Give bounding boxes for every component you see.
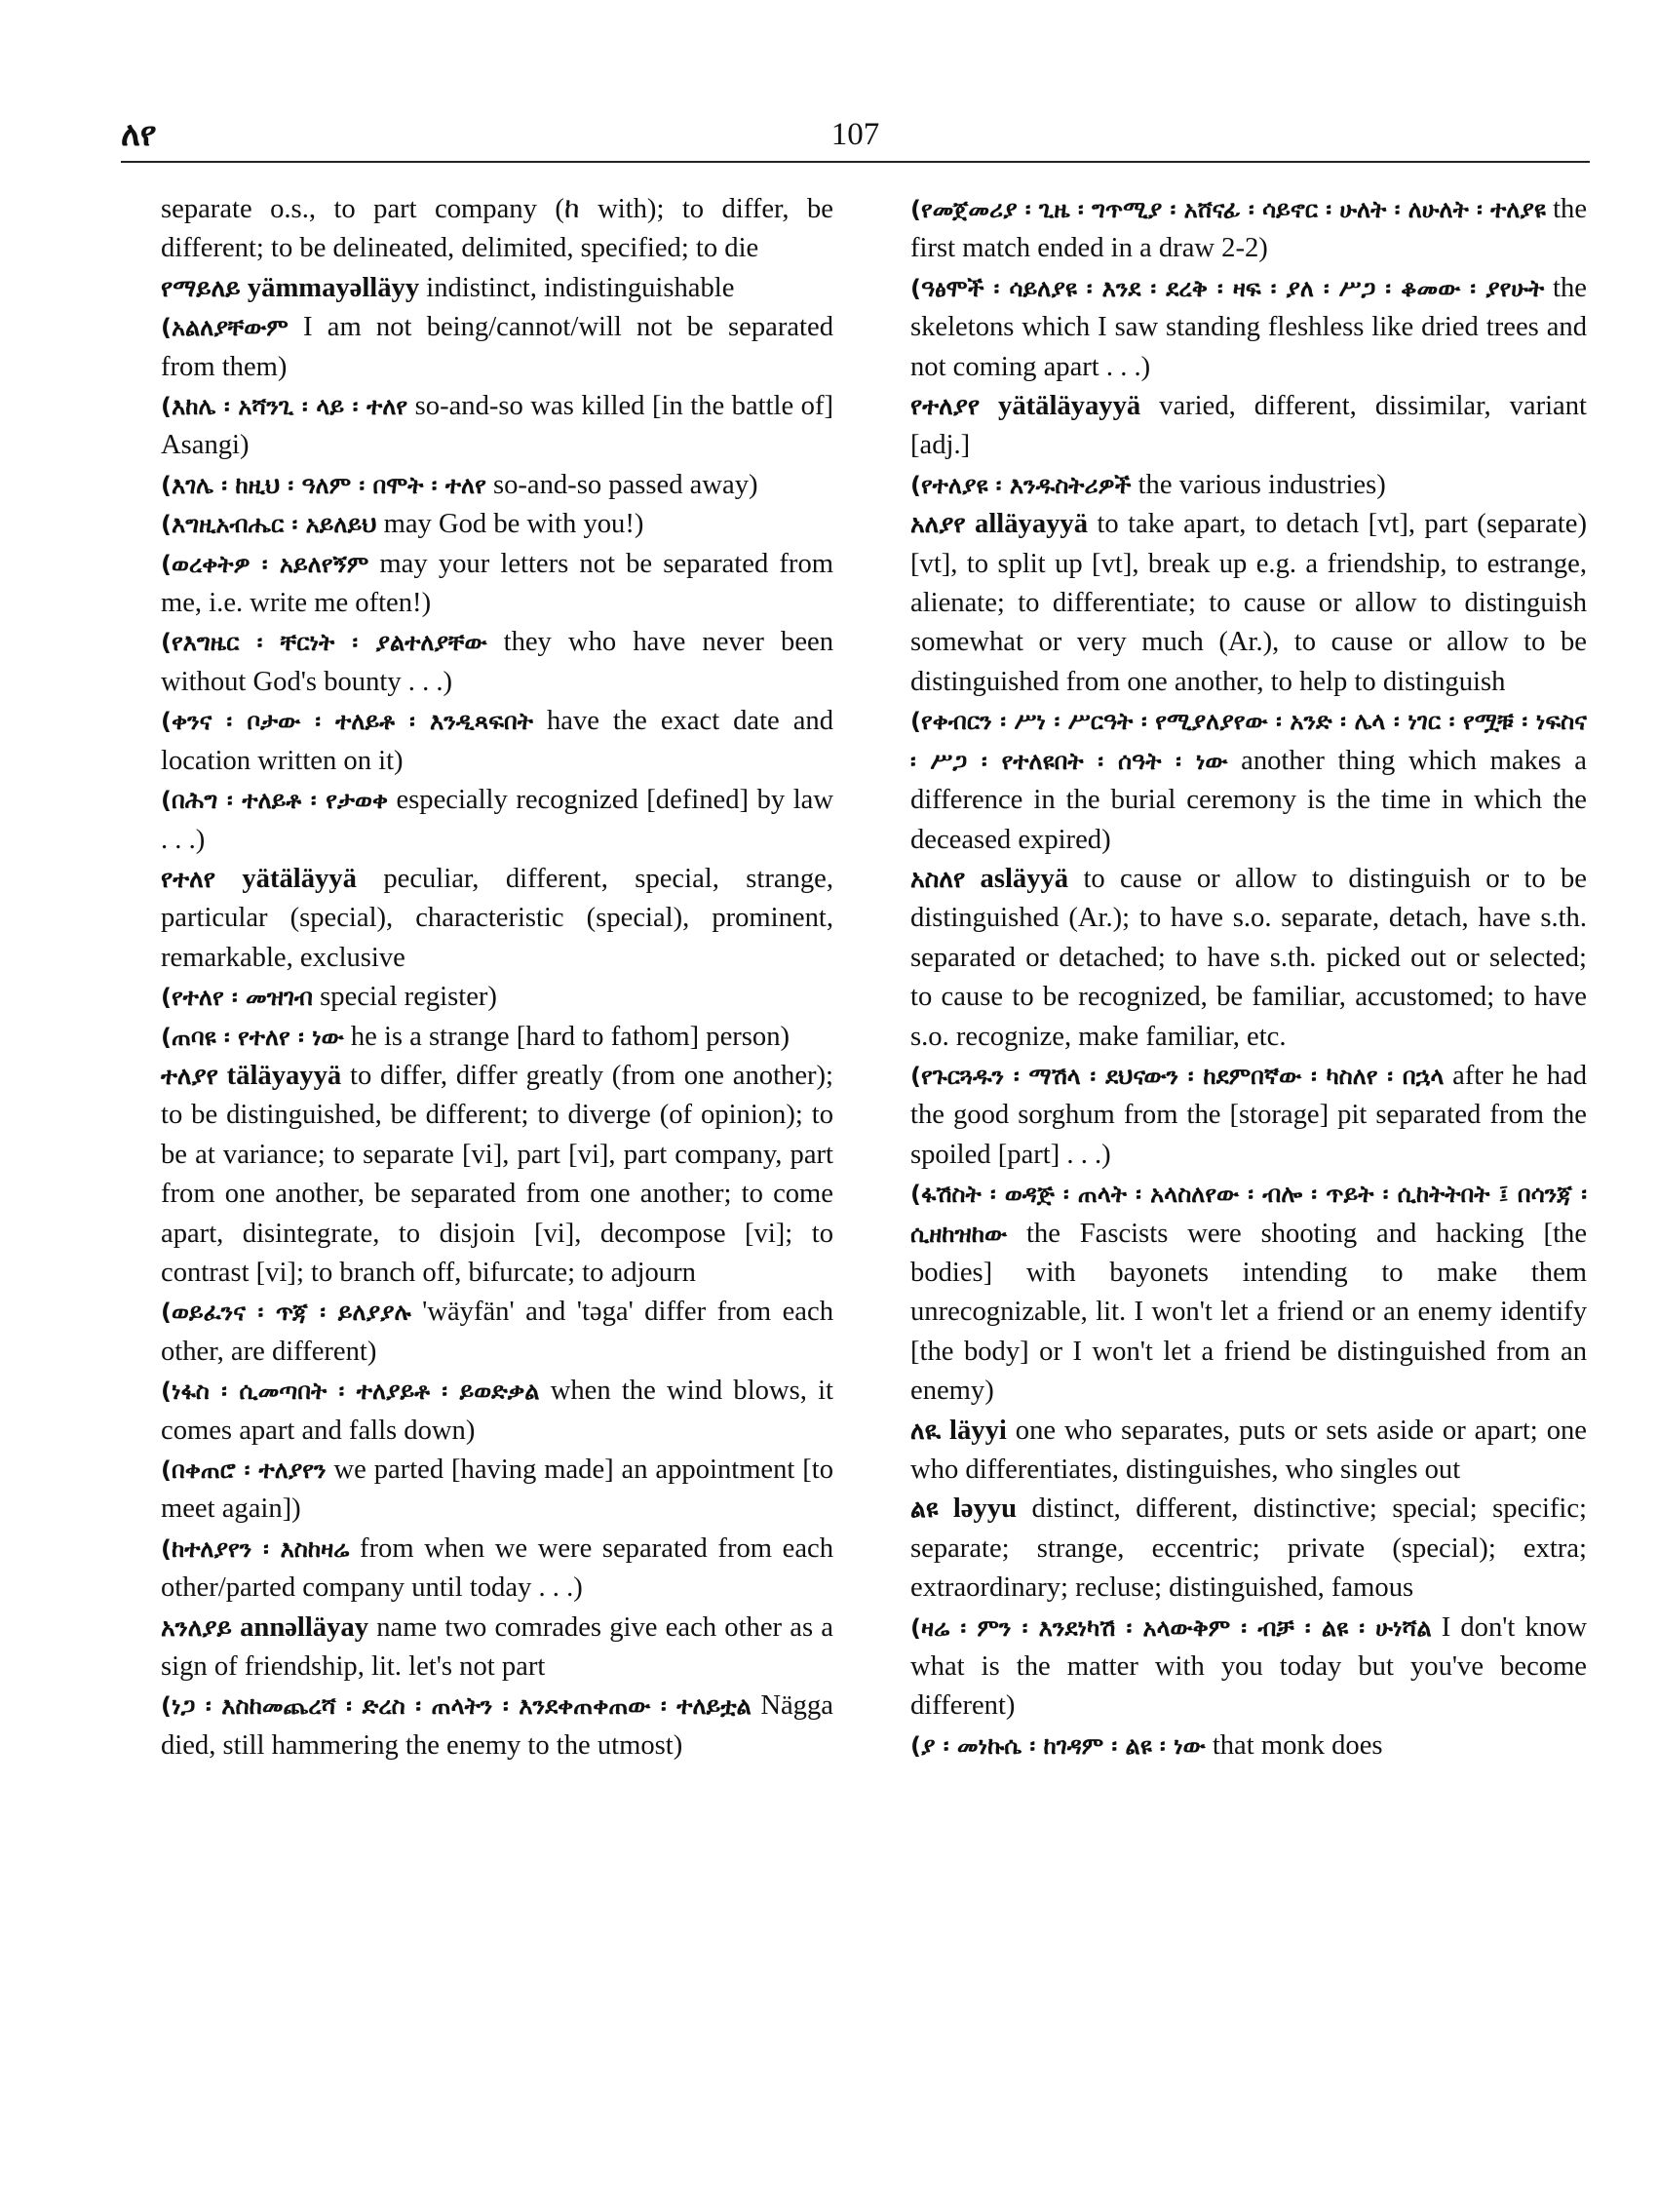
dictionary-entry	[161, 387, 833, 466]
entry-definition: one who separates, puts or sets aside or apart; one who differentiates, distinguishes, who singles out	[910, 1415, 1587, 1485]
dictionary-entry	[161, 860, 833, 978]
dictionary-entry	[161, 1687, 833, 1766]
page-number: 107	[830, 117, 880, 152]
dictionary-entry	[161, 781, 833, 860]
entry-definition: the various industries)	[1137, 469, 1386, 500]
entry-headword: የተለየ	[161, 864, 215, 893]
example-amharic: (እገሌ ፡ ከዚህ ፡ ዓለም ፡ በሞት ፡ ተለየ	[161, 471, 486, 499]
entry-headword: የማይለይ	[161, 273, 241, 302]
dictionary-entry	[161, 1372, 833, 1451]
page-header	[121, 115, 1590, 160]
entry-definition: I am not being/cannot/will not be separated from them)	[161, 312, 833, 382]
entry-definition: have the exact date and location written on it)	[161, 706, 834, 776]
entry-definition: varied, different, dissimilar, variant [adj.]	[910, 391, 1587, 461]
entry-headword: አለያየ	[910, 510, 966, 539]
dictionary-entry	[161, 623, 833, 702]
entry-headword: የተለያየ	[910, 392, 981, 421]
entry-headword: ለዪ	[910, 1416, 942, 1445]
entry-definition: name two comrades give each other as a sign of friendship, lit. let's not part	[161, 1611, 834, 1683]
example-amharic: (የጉርጓዱን ፡ ማሽላ ፡ ደህናውን ፡ ከደምበኛው ፡ ካስለየ ፡ በኋላ	[910, 1062, 1445, 1090]
example-amharic: (ፋሽስት ፡ ወዳጅ ፡ ጠላት ፡ አላስለየው ፡ ብሎ ፡ ጥይት ፡ ሲከትትበት ፤ በሳንጃ ፡ ሲዘከዝከው	[910, 1181, 1587, 1248]
dictionary-entry	[910, 860, 1587, 1057]
example-amharic: (የቀብርን ፡ ሥነ ፡ ሥርዓት ፡ የሚያለያየው ፡ አንድ ፡ ሌላ ፡ ነገር ፡ የሟቹ ፡ ነፍስና ፡ ሥጋ ፡ የተለዩበት ፡ ሰዓት ፡ ነው	[910, 708, 1587, 775]
dictionary-entry	[910, 1727, 1587, 1766]
right-column	[910, 190, 1587, 1766]
dictionary-entry	[910, 387, 1587, 466]
dictionary-entry	[910, 702, 1587, 860]
dictionary-entry	[161, 702, 833, 781]
entry-transliteration: läyyi	[949, 1415, 1007, 1446]
entry-headword: አንለያይ	[161, 1612, 232, 1642]
example-amharic: (ወይፈንና ፡ ጥጃ ፡ ይለያያሉ	[161, 1299, 411, 1327]
entry-definition: another thing which makes a difference in the burial ceremony is the time in which the deceased expired)	[910, 745, 1588, 855]
example-amharic: (የመጀመሪያ ፡ ጊዜ ፡ ግጥሚያ ፡ አሸናፊ ፡ ሳይኖር ፡ ሁለት ፡ ለሁለት ፡ ተለያዩ	[910, 196, 1546, 223]
dictionary-entry	[910, 1490, 1587, 1608]
example-amharic: (በቀጠሮ ፡ ተለያየን	[161, 1456, 327, 1484]
dictionary-entry	[910, 1057, 1587, 1175]
example-amharic: (የተለየ ፡ መዝገብ	[161, 984, 313, 1012]
dictionary-entry	[910, 1609, 1587, 1727]
entry-transliteration: yätäläyayyä	[998, 391, 1141, 422]
entry-definition: Nägga died, still hammering the enemy to the utmost)	[161, 1690, 833, 1761]
entry-headword: ልዩ	[910, 1494, 939, 1524]
header-rule	[121, 161, 1590, 163]
example-amharic: (ቀንና ፡ ቦታው ፡ ተለይቶ ፡ እንዲጻፍበት	[161, 708, 533, 736]
entry-headword: አስለየ	[910, 864, 966, 893]
dictionary-entry	[161, 1293, 833, 1372]
entry-transliteration: yätäläyyä	[242, 863, 357, 894]
entry-definition: when the wind blows, it comes apart and falls down)	[161, 1376, 833, 1446]
entry-definition: so-and-so passed away)	[492, 469, 758, 500]
dictionary-entry	[910, 269, 1587, 387]
running-headword: ለየ	[121, 115, 157, 154]
dictionary-entry	[161, 545, 833, 624]
example-amharic: (ነፋስ ፡ ሲመጣበት ፡ ተለያይቶ ፡ ይወድቃል	[161, 1378, 540, 1406]
dictionary-entry	[161, 505, 833, 544]
entry-transliteration: ləyyu	[952, 1494, 1017, 1525]
entry-definition: I don't know what is the matter with you today but you've become different)	[910, 1611, 1587, 1722]
entry-transliteration: asläyyä	[980, 863, 1069, 894]
dictionary-entry	[161, 1057, 833, 1293]
entry-transliteration: yämmayəlläyy	[247, 272, 420, 303]
dictionary-entry	[910, 1412, 1587, 1491]
entry-definition: 'wäyfän' and 'təga' differ from each other, are different)	[161, 1297, 833, 1367]
entry-headword: ተለያየ	[161, 1061, 218, 1090]
dictionary-entry	[161, 466, 833, 505]
dictionary-entry	[161, 1530, 833, 1609]
entry-definition: we parted [having made] an appointment [to meet again])	[161, 1455, 834, 1525]
example-amharic: (እግዚአብሔር ፡ አይለይህ	[161, 511, 377, 539]
example-amharic: (ያ ፡ መነኩሴ ፡ ከገዳም ፡ ልዩ ፡ ነው	[910, 1731, 1206, 1760]
entry-transliteration: alläyayyä	[975, 509, 1089, 540]
entry-definition: may your letters not be separated from me, i.e. write me often!)	[161, 548, 833, 619]
dictionary-entry	[161, 1609, 833, 1688]
example-amharic: (ዓፅሞች ፡ ሳይለያዩ ፡ እንደ ፡ ደረቅ ፡ ዛፍ ፡ ያለ ፡ ሥጋ ፡ ቆመው ፡ ያየሁት	[910, 274, 1545, 302]
entry-definition: the skeletons which I saw standing fleshless like dried trees and not coming apart . . .)	[910, 272, 1587, 382]
entry-definition: after he had the good sorghum from the [storage] pit separated from the spoiled [part] . . .)	[910, 1060, 1587, 1170]
dictionary-entry	[161, 1451, 833, 1530]
dictionary-entry	[161, 308, 833, 387]
entry-definition: separate o.s., to part company (ከ with); to differ, be different; to be delineated, delimited, specified; to die	[161, 194, 833, 264]
entry-definition: that monk does	[1212, 1729, 1383, 1761]
left-column	[161, 190, 833, 1766]
entry-definition: he is a strange [hard to fathom] person)	[350, 1021, 790, 1052]
example-amharic: (የተለያዩ ፡ እንዱስትሪዎች	[910, 471, 1132, 499]
entry-definition: to differ, differ greatly (from one another); to be distinguished, be different; to diverge (of opinion); to be at variance; to separate [vi], part [vi], part company, part from one another, be separated from one another; to come apart, disintegrate, to disjoin [vi], decompose [vi]; to contrast [vi]; to branch off, bifurcate; to adjourn	[161, 1060, 833, 1288]
dictionary-entry	[161, 269, 833, 308]
example-amharic: (አልለያቸውም	[161, 314, 289, 342]
entry-definition: the first match ended in a draw 2-2)	[910, 194, 1588, 264]
entry-definition: distinct, different, distinctive; special; specific; separate; strange, eccentric; private (special); extra; extraordinary; recluse; distinguished, famous	[910, 1494, 1588, 1604]
entry-definition: may God be with you!)	[383, 509, 644, 540]
entry-definition: they who have never been without God's bounty . . .)	[161, 627, 833, 697]
entry-definition: to cause or allow to distinguish or to be distinguished (Ar.); to have s.o. separate, detach, have s.th. separated or detached; to have s.th. picked out or selected; to cause to be recognized, be familiar, accustomed; to have s.o. recognize, make familiar, etc.	[910, 863, 1588, 1052]
entry-definition: peculiar, different, special, strange, particular (special), characteristic (special), prominent, remarkable, exclusive	[161, 863, 833, 973]
example-amharic: (ጠባዩ ፡ የተለየ ፡ ነው	[161, 1023, 344, 1051]
dictionary-entry	[910, 466, 1587, 505]
dictionary-entry	[161, 1018, 833, 1057]
entry-transliteration: täläyayyä	[226, 1060, 342, 1091]
entry-definition: especially recognized [defined] by law . . .)	[161, 785, 833, 855]
entry-definition: special register)	[320, 982, 497, 1013]
entry-definition: indistinct, indistinguishable	[426, 272, 735, 303]
example-amharic: (የእግዜር ፡ ቸርነት ፡ ያልተለያቸው	[161, 629, 487, 657]
entry-definition: the Fascists were shooting and hacking [the bodies] with bayonets intending to make them unrecognizable, lit. I won't let a friend or an enemy identify [the body] or I won't let a friend be distinguished from an enemy)	[910, 1218, 1588, 1407]
dictionary-entry	[161, 190, 833, 269]
example-amharic: (እከሌ ፡ አሻንጊ ፡ ላይ ፡ ተለየ	[161, 393, 408, 421]
entry-definition: so-and-so was killed [in the battle of] Asangi)	[161, 391, 834, 461]
example-amharic: (ነጋ ፡ እስከመጨረሻ ፡ ድረስ ፡ ጠላትን ፡ እንደቀጠቀጠው ፡ ተለይቷል	[161, 1692, 752, 1721]
example-amharic: (ወረቀትዎ ፡ አይለየኝም	[161, 550, 369, 578]
entry-definition: from when we were separated from each other/parted company until today . . .)	[161, 1533, 833, 1604]
dictionary-entry	[910, 190, 1587, 269]
dictionary-entry	[161, 978, 833, 1017]
example-amharic: (በሕግ ፡ ተለይቶ ፡ የታወቀ	[161, 787, 388, 815]
dictionary-entry	[910, 505, 1587, 702]
entry-definition: to take apart, to detach [vt], part (separate) [vt], to split up [vt], break up e.g. a friendship, to estrange, alienate; to differentiate; to cause or allow to distinguish somewhat or very much (Ar.), to cause or allow to be distinguished from one another, to help to distinguish	[910, 509, 1588, 697]
entry-transliteration: annəlläyay	[240, 1611, 368, 1643]
dictionary-entry	[910, 1175, 1587, 1411]
example-amharic: (ዛሬ ፡ ምን ፡ እንደነካሽ ፡ አላውቅም ፡ ብቻ ፡ ልዩ ፡ ሁነሻል	[910, 1613, 1432, 1642]
example-amharic: (ከተለያየን ፡ እስከዛሬ	[161, 1534, 350, 1563]
